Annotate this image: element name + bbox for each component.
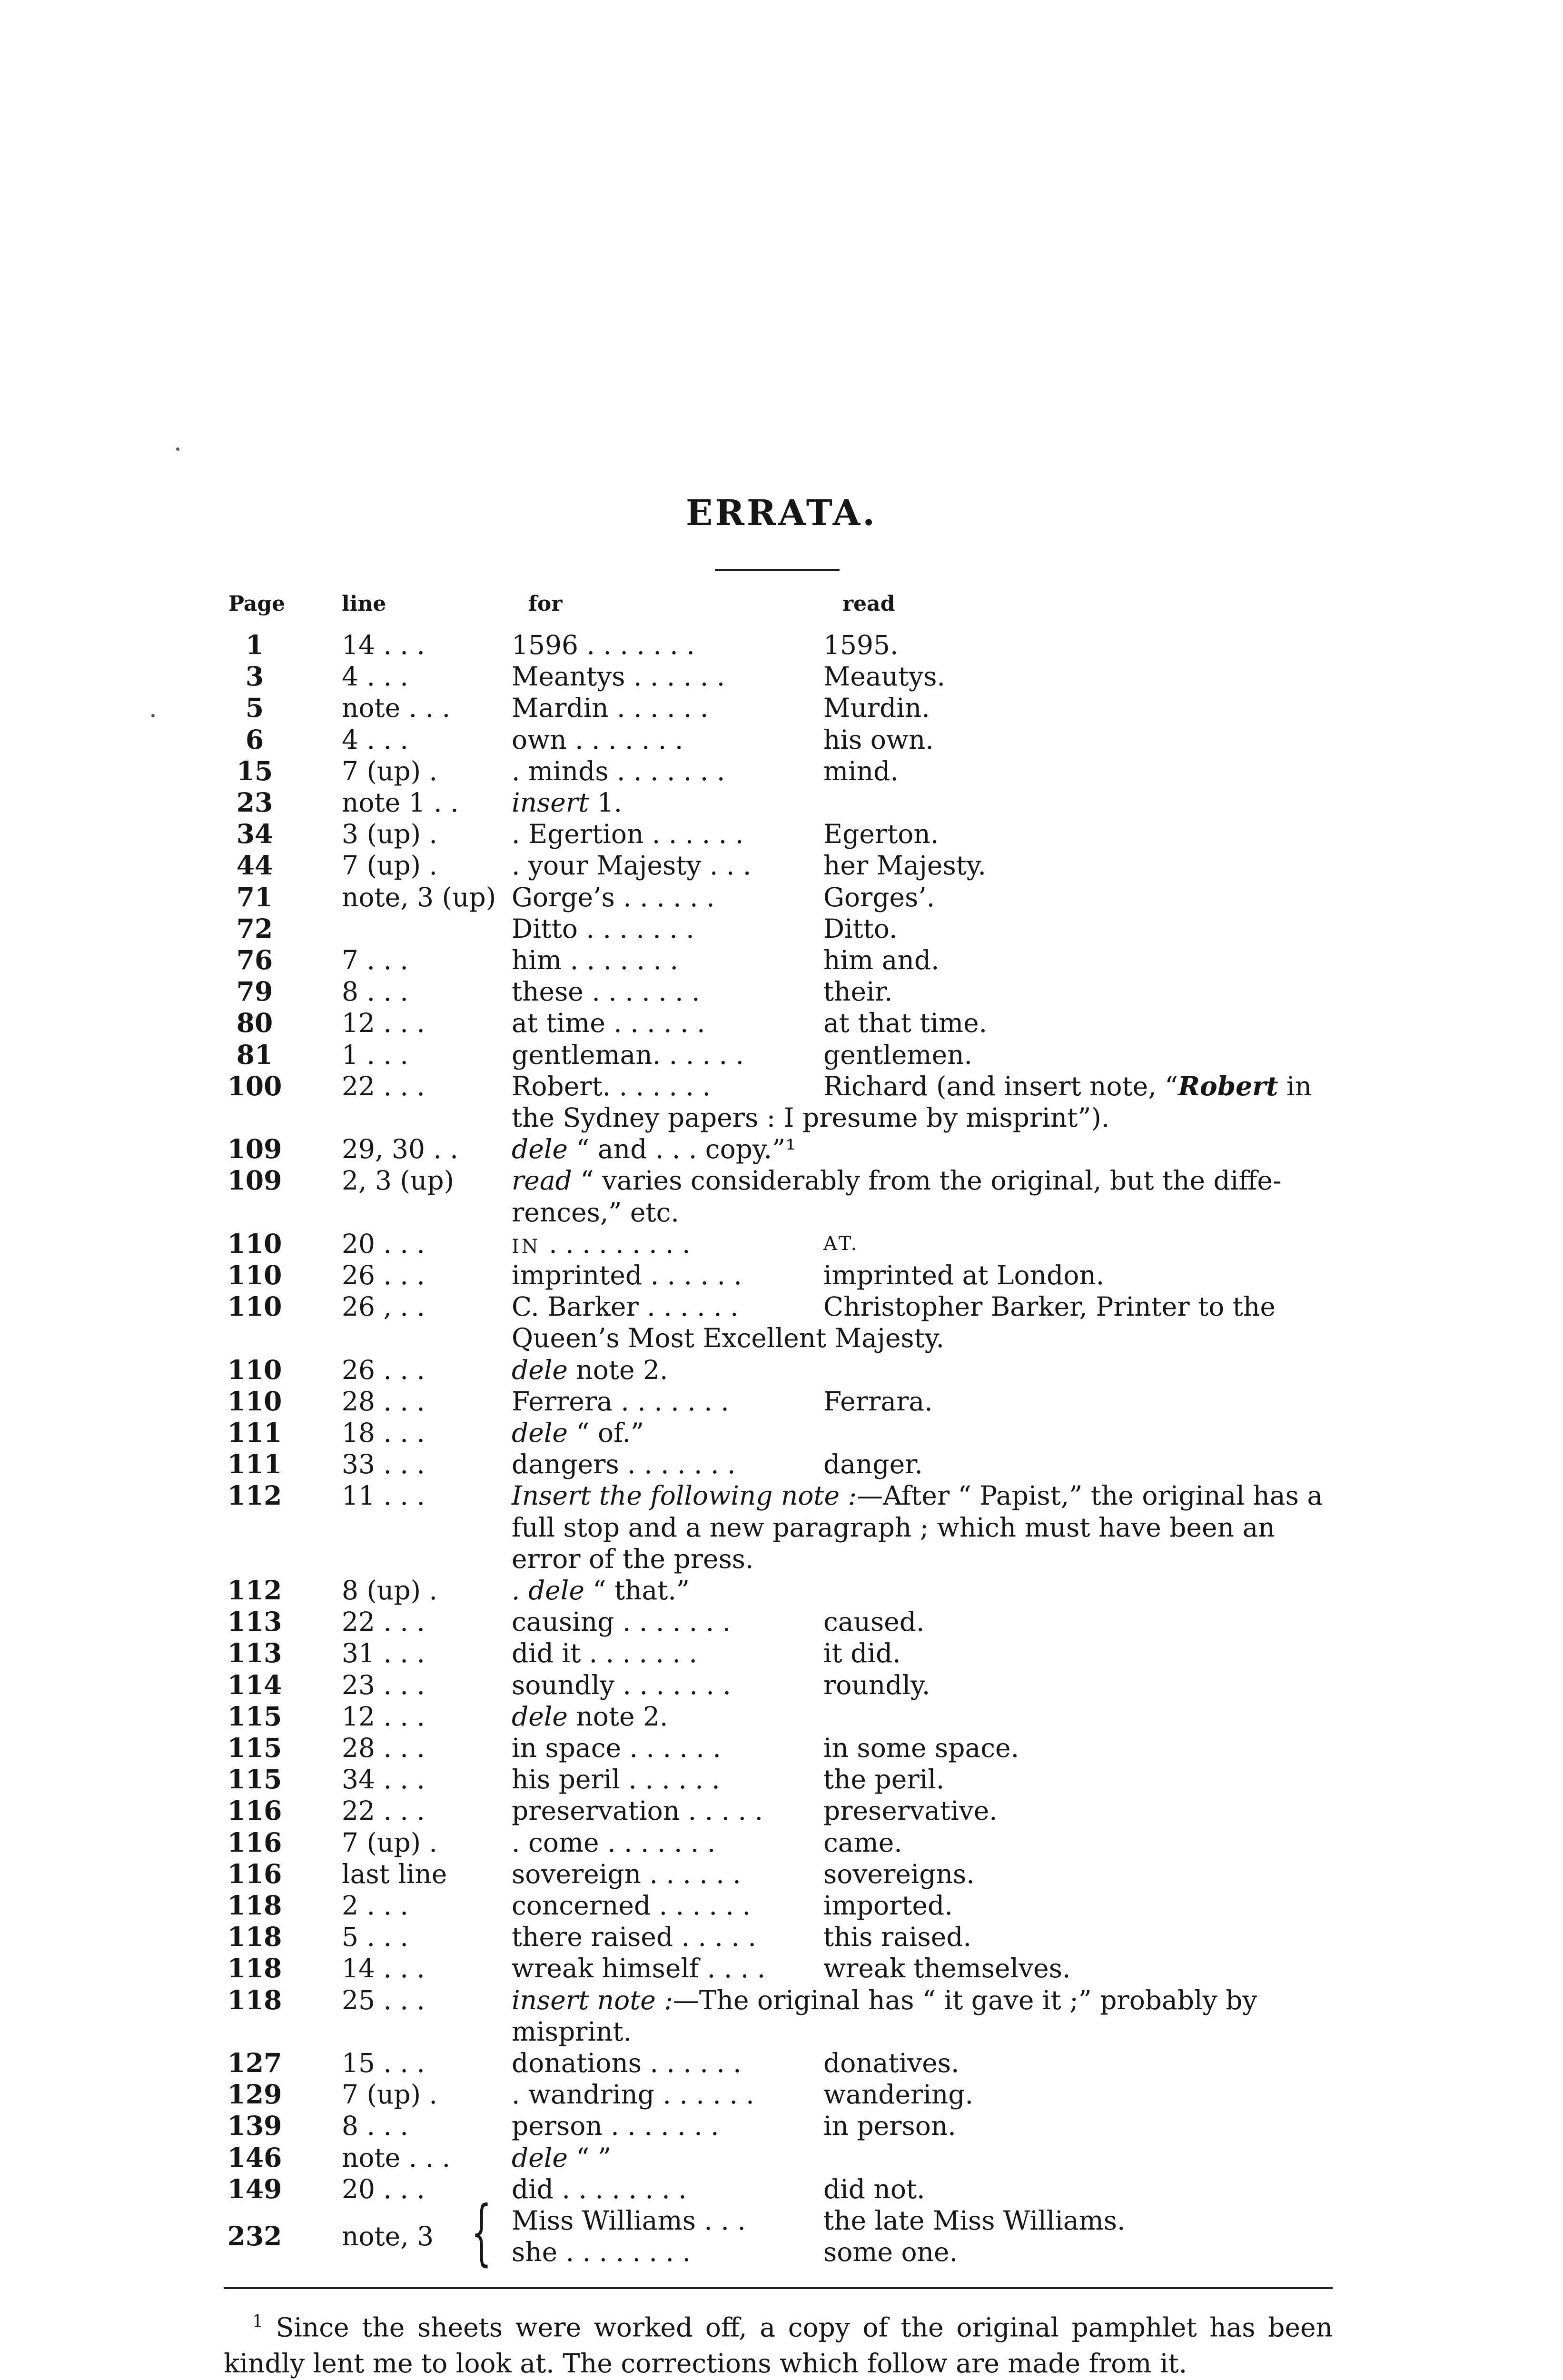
row-for-text: “ that.” (584, 1575, 690, 1606)
errata-row (0, 1858, 1563, 1890)
row-for (512, 1165, 1282, 1196)
row-for-text: own . . . . . . . (512, 724, 683, 755)
errata-row (0, 1133, 1563, 1165)
errata-row (0, 1637, 1563, 1669)
row-page: 110 (227, 1228, 282, 1259)
errata-row (0, 755, 1563, 787)
row-continuation: Queen’s Most Excellent Majesty. (512, 1323, 945, 1354)
row-for-italic: insert note : (512, 1984, 673, 2015)
errata-row (0, 2079, 1563, 2110)
row-for-text: in space . . . . . . (512, 1733, 721, 1763)
row-for-italic: read (512, 1165, 572, 1196)
row-page: 115 (227, 1764, 282, 1795)
row-for-text: Ditto . . . . . . . (512, 913, 694, 944)
errata-row (0, 1071, 1563, 1102)
row-line: 4 . . . (342, 724, 408, 755)
row-read: mind. (823, 755, 899, 786)
speck-mark (176, 447, 179, 451)
row-line: 8 (up) . (342, 1575, 437, 1606)
row-line: 34 . . . (342, 1764, 425, 1795)
row-for: she . . . . . . . . (512, 2237, 691, 2268)
errata-row (0, 2110, 1563, 2142)
row-page: 5 (245, 692, 264, 724)
row-for-italic: dele (512, 1701, 568, 1732)
row-read-post: in (1278, 1071, 1312, 1101)
row-for (512, 1858, 741, 1890)
row-for (512, 944, 678, 976)
errata-row (0, 1259, 1563, 1291)
row-line: 26 , . . (342, 1291, 425, 1322)
row-page: 72 (236, 912, 273, 944)
row-line: 14 . . . (342, 630, 425, 660)
row-for-text: note 2. (567, 1701, 668, 1732)
errata-row (0, 1732, 1563, 1764)
row-read: Ditto. (823, 913, 898, 944)
row-for-text: him . . . . . . . (512, 945, 678, 975)
row-read: in person. (823, 2111, 956, 2142)
row-line: 20 . . . (342, 1228, 425, 1259)
row-for-italic: Insert the following note : (512, 1480, 857, 1511)
row-for (512, 2173, 687, 2205)
errata-row (0, 1953, 1563, 1984)
row-for-smallcaps: IN (512, 1235, 541, 1258)
row-for (512, 661, 725, 692)
row-line: 3 (up) . (342, 819, 437, 850)
row-for-text: “ varies considerably from the original, but the diffe- (572, 1165, 1282, 1196)
row-for-text: “ of.” (567, 1418, 644, 1448)
row-for-text: C. Barker . . . . . . (512, 1291, 739, 1322)
row-read: Murdin. (823, 693, 930, 724)
row-for (512, 1953, 765, 1984)
row-page: 118 (227, 1921, 282, 1953)
errata-row (0, 1007, 1563, 1039)
row-for-text: 1596 . . . . . . . (512, 630, 695, 660)
row-for-text: Meantys . . . . . . (512, 661, 725, 692)
row-line: 7 (up) . (342, 1827, 437, 1858)
row-line: 15 . . . (342, 2048, 425, 2078)
row-for-text: these . . . . . . . (512, 976, 700, 1007)
errata-row (0, 1417, 1563, 1448)
errata-row (0, 913, 1563, 944)
row-line: 26 . . . (342, 1354, 425, 1385)
row-line: 31 . . . (342, 1638, 425, 1669)
row-read: this raised. (823, 1922, 971, 1953)
row-for-text: “ and . . . copy.”¹ (567, 1134, 796, 1165)
row-for-italic: dele (512, 1354, 568, 1385)
row-page: 113 (227, 1637, 282, 1669)
row-for-text: did it . . . . . . . (512, 1638, 697, 1669)
row-read: gentlemen. (823, 1039, 973, 1070)
row-for (512, 1921, 756, 1953)
errata-row (0, 1322, 1563, 1354)
row-page: 110 (227, 1385, 282, 1417)
row-page: 110 (227, 1291, 282, 1322)
row-for (512, 913, 694, 944)
row-for (512, 1259, 742, 1291)
row-read: the late Miss Williams. (823, 2205, 1126, 2236)
row-for (512, 1701, 668, 1732)
row-for-text: . . . . . . . . . (540, 1228, 691, 1259)
row-line: 12 . . . (342, 1701, 425, 1732)
row-for-text: at time . . . . . . (512, 1008, 705, 1039)
errata-row (0, 818, 1563, 850)
row-for-text: . minds . . . . . . . (512, 755, 725, 786)
row-read (823, 1071, 1312, 1102)
row-page: 116 (227, 1858, 282, 1889)
row-for (512, 1354, 668, 1386)
row-page: 113 (227, 1606, 282, 1637)
row-line: 2, 3 (up) (342, 1165, 454, 1196)
row-for-text: causing . . . . . . . (512, 1606, 731, 1637)
row-for (512, 1039, 744, 1071)
errata-row (0, 1669, 1563, 1701)
row-line: 22 . . . (342, 1795, 425, 1826)
row-line: 8 . . . (342, 976, 408, 1007)
row-for (512, 629, 695, 661)
row-continuation: rences,” etc. (512, 1197, 679, 1228)
row-read: her Majesty. (823, 850, 987, 881)
row-read: in some space. (823, 1733, 1019, 1763)
row-line: note . . . (342, 693, 451, 724)
row-for-text: . wandring . . . . . . (512, 2079, 754, 2110)
row-page: 115 (227, 1732, 282, 1763)
row-for: Miss Williams . . . (512, 2205, 746, 2236)
row-read: at that time. (823, 1008, 988, 1039)
row-page: 149 (227, 2173, 282, 2204)
row-for (512, 2047, 742, 2079)
row-page: 34 (236, 818, 273, 850)
row-read: donatives. (823, 2048, 960, 2078)
errata-row (0, 2173, 1563, 2205)
errata-row (0, 1386, 1563, 1417)
row-page: 80 (236, 1007, 273, 1039)
footnote-text: Since the sheets were worked off, a copy of the original pamphlet has been kindly lent me to look at. The corrections which follow are made from it. (224, 2312, 1333, 2379)
errata-row (0, 692, 1563, 724)
row-line: note, 3 (342, 2221, 434, 2252)
row-read: it did. (823, 1638, 901, 1669)
row-for-text: —The original has “ it gave it ;” probably by (673, 1984, 1257, 2015)
row-line: 7 (up) . (342, 755, 437, 786)
row-page: 112 (227, 1575, 282, 1606)
row-line: 7 . . . (342, 945, 408, 975)
row-for (512, 1386, 729, 1417)
row-for (512, 755, 725, 787)
row-read: Ferrara. (823, 1386, 933, 1417)
row-page: 100 (227, 1070, 282, 1101)
row-page: 146 (227, 2142, 282, 2173)
row-page: 129 (227, 2079, 282, 2110)
row-continuation: full stop and a new paragraph ; which must have been an (512, 1512, 1275, 1543)
errata-row (0, 1543, 1563, 1575)
row-page: 79 (236, 976, 273, 1007)
row-line: 4 . . . (342, 661, 408, 692)
errata-row-last (0, 2221, 1563, 2252)
row-for-text: Gorge’s . . . . . . (512, 882, 715, 912)
errata-row (0, 661, 1563, 692)
row-for-text: there raised . . . . . (512, 1922, 756, 1953)
row-continuation: the Sydney papers : I presume by misprint”). (512, 1102, 1110, 1133)
row-for-text: sovereign . . . . . . (512, 1858, 741, 1889)
row-line: note, 3 (up) (342, 882, 496, 912)
row-page: 118 (227, 1890, 282, 1921)
errata-row (0, 1827, 1563, 1858)
row-line: 33 . . . (342, 1449, 425, 1480)
column-header-line: line (342, 592, 386, 616)
row-line: note . . . (342, 2142, 451, 2173)
row-line: 23 . . . (342, 1669, 425, 1700)
row-line: last line (342, 1858, 447, 1889)
row-for (512, 1291, 739, 1322)
page-title: ERRATA. (686, 493, 877, 534)
row-for-text: gentleman. . . . . . (512, 1039, 744, 1070)
row-for (512, 1228, 691, 1262)
errata-row (0, 1480, 1563, 1511)
row-line: 14 . . . (342, 1953, 425, 1984)
row-continuation: error of the press. (512, 1543, 754, 1574)
errata-row (0, 1575, 1563, 1606)
row-page: 111 (227, 1417, 282, 1448)
row-for-text: imprinted . . . . . . (512, 1260, 742, 1290)
row-line: 25 . . . (342, 1984, 425, 2015)
row-for-text: . Egertion . . . . . . (512, 819, 744, 850)
errata-row (0, 1354, 1563, 1386)
row-for (512, 1984, 1257, 2016)
errata-row (0, 1512, 1563, 1543)
row-page: 110 (227, 1259, 282, 1290)
row-page: 115 (227, 1700, 282, 1732)
row-read: wandering. (823, 2079, 974, 2110)
row-page: 76 (236, 944, 273, 975)
row-read: Gorges’. (823, 882, 935, 912)
row-for (512, 1575, 690, 1606)
row-for (512, 2079, 754, 2110)
row-read: came. (823, 1827, 902, 1858)
row-read: roundly. (823, 1669, 930, 1700)
row-for-text: note 2. (567, 1354, 668, 1385)
row-read: Christopher Barker, Printer to the (823, 1291, 1276, 1322)
row-for (512, 1669, 731, 1701)
errata-row (0, 1795, 1563, 1826)
errata-row (0, 2047, 1563, 2079)
row-line: 7 (up) . (342, 850, 437, 881)
row-line: 22 . . . (342, 1606, 425, 1637)
errata-row (0, 944, 1563, 976)
row-read: sovereigns. (823, 1858, 975, 1889)
errata-row (0, 976, 1563, 1007)
row-line: 28 . . . (342, 1733, 425, 1763)
errata-row (0, 2016, 1563, 2047)
row-page: 116 (227, 1795, 282, 1826)
row-line: 20 . . . (342, 2173, 425, 2204)
row-page: 23 (236, 787, 273, 818)
row-for (512, 1827, 715, 1858)
row-for-italic: dele (512, 2142, 568, 2173)
row-for-text: Mardin . . . . . . (512, 693, 709, 724)
errata-row (0, 1102, 1563, 1133)
bottom-rule (224, 2287, 1333, 2289)
errata-row (0, 629, 1563, 661)
row-page: 110 (227, 1354, 282, 1385)
footnote-marker: 1 (252, 2312, 263, 2331)
row-for (512, 1890, 751, 1921)
row-for-text: preservation . . . . . (512, 1795, 763, 1826)
row-for (512, 1732, 721, 1764)
row-for-text: wreak himself . . . . (512, 1953, 766, 1984)
errata-row (0, 1448, 1563, 1480)
row-for (512, 1637, 697, 1669)
row-line: 8 . . . (342, 2111, 408, 2142)
row-page: 232 (227, 2221, 282, 2252)
row-read: imported. (823, 1890, 953, 1921)
row-line: 1 . . . (342, 1039, 408, 1070)
row-read: caused. (823, 1606, 925, 1637)
row-for-text: —After “ Papist,” the original has a (857, 1480, 1323, 1511)
row-for (512, 2142, 611, 2173)
row-line: 18 . . . (342, 1418, 425, 1448)
footnote (224, 2304, 1333, 2380)
row-read: danger. (823, 1449, 923, 1480)
row-read: their. (823, 976, 893, 1007)
row-line: 2 . . . (342, 1890, 408, 1921)
row-for-italic: insert (512, 787, 589, 818)
row-page: 3 (245, 661, 264, 692)
errata-row (0, 1197, 1563, 1228)
row-for-text: concerned . . . . . . (512, 1890, 751, 1921)
row-read: the peril. (823, 1764, 945, 1795)
row-for-text: “ ” (567, 2142, 612, 2173)
row-read: preservative. (823, 1795, 998, 1826)
row-line: note 1 . . (342, 787, 459, 818)
row-page: 15 (236, 755, 273, 786)
errata-row (0, 1606, 1563, 1637)
row-for (512, 692, 708, 724)
row-for-italic: dele (512, 1134, 568, 1165)
row-page: 1 (245, 629, 264, 660)
title-rule (715, 569, 840, 571)
row-page: 118 (227, 1953, 282, 1984)
row-read: imprinted at London. (823, 1260, 1105, 1290)
errata-row (0, 1701, 1563, 1732)
row-for (512, 1007, 705, 1039)
errata-row (0, 1039, 1563, 1071)
row-page: 109 (227, 1133, 282, 1165)
row-page: 127 (227, 2047, 282, 2078)
row-page: 112 (227, 1480, 282, 1511)
row-page: 139 (227, 2110, 282, 2142)
row-read-italic: Robert (1178, 1070, 1278, 1101)
column-header-read: read (842, 592, 895, 616)
row-for-text: dangers . . . . . . . (512, 1449, 736, 1480)
row-read: his own. (823, 724, 934, 755)
errata-row (0, 724, 1563, 755)
brace-mark: { (471, 2191, 492, 2274)
row-for (512, 1764, 720, 1795)
row-for (512, 1448, 735, 1480)
errata-row (0, 850, 1563, 881)
row-for-text: soundly . . . . . . . (512, 1669, 731, 1700)
row-line: 28 . . . (342, 1386, 425, 1417)
row-for (512, 2110, 719, 2142)
row-page: 118 (227, 1984, 282, 2015)
row-page: 71 (236, 881, 273, 912)
row-for-text: . your Majesty . . . (512, 850, 752, 881)
row-for (512, 818, 743, 850)
errata-row (0, 787, 1563, 818)
row-line: 22 . . . (342, 1071, 425, 1101)
row-for-text: Robert. . . . . . . (512, 1071, 711, 1101)
row-page: 111 (227, 1448, 282, 1480)
row-for-text: donations . . . . . . (512, 2048, 742, 2078)
row-line: 5 . . . (342, 1922, 408, 1953)
errata-row (0, 1165, 1563, 1196)
row-for (512, 1071, 711, 1102)
row-for (512, 882, 715, 913)
row-for (512, 976, 700, 1007)
errata-row (0, 1921, 1563, 1953)
errata-row (0, 1890, 1563, 1921)
row-read: Meautys. (823, 661, 945, 692)
row-read-pre: Richard (and insert note, “ (823, 1071, 1178, 1101)
row-read: wreak themselves. (823, 1953, 1071, 1984)
row-page: 81 (236, 1039, 273, 1070)
row-for-text: person . . . . . . . (512, 2111, 719, 2142)
row-for-text: his peril . . . . . . (512, 1764, 720, 1795)
row-for (512, 1133, 796, 1165)
row-for (512, 1606, 731, 1637)
row-for (512, 1480, 1323, 1511)
row-page: 6 (245, 724, 264, 755)
row-for-text: did . . . . . . . . (512, 2173, 687, 2204)
row-for (512, 1795, 763, 1826)
row-line: 12 . . . (342, 1008, 425, 1039)
row-read: some one. (823, 2237, 958, 2268)
row-read: Egerton. (823, 819, 939, 850)
errata-row (0, 1228, 1563, 1259)
row-line: 29, 30 . . (342, 1134, 458, 1165)
errata-row (0, 2142, 1563, 2173)
row-for-italic: . dele (512, 1575, 584, 1606)
row-for-italic: dele (512, 1418, 568, 1448)
row-page: 109 (227, 1165, 282, 1196)
row-for (512, 724, 683, 755)
row-read: did not. (823, 2173, 925, 2204)
row-page: 116 (227, 1826, 282, 1858)
column-header-page: Page (228, 592, 286, 616)
row-for (512, 1417, 644, 1448)
row-for (512, 850, 751, 881)
row-line: 26 . . . (342, 1260, 425, 1290)
column-header-for: for (528, 592, 563, 616)
errata-row (0, 1764, 1563, 1795)
row-for-text: 1. (589, 787, 623, 818)
row-page: 114 (227, 1669, 282, 1700)
row-continuation: misprint. (512, 2016, 632, 2047)
errata-row (0, 882, 1563, 913)
row-line: 11 . . . (342, 1480, 425, 1511)
row-read-smallcaps: AT. (823, 1232, 860, 1255)
errata-row (0, 1291, 1563, 1322)
errata-row (0, 1984, 1563, 2016)
row-read: him and. (823, 945, 940, 975)
row-line: 7 (up) . (342, 2079, 437, 2110)
row-for (512, 787, 622, 818)
row-for-text: Ferrera . . . . . . . (512, 1386, 729, 1417)
row-page: 44 (236, 850, 273, 881)
row-read: 1595. (823, 630, 899, 660)
row-for-text: . come . . . . . . . (512, 1827, 716, 1858)
